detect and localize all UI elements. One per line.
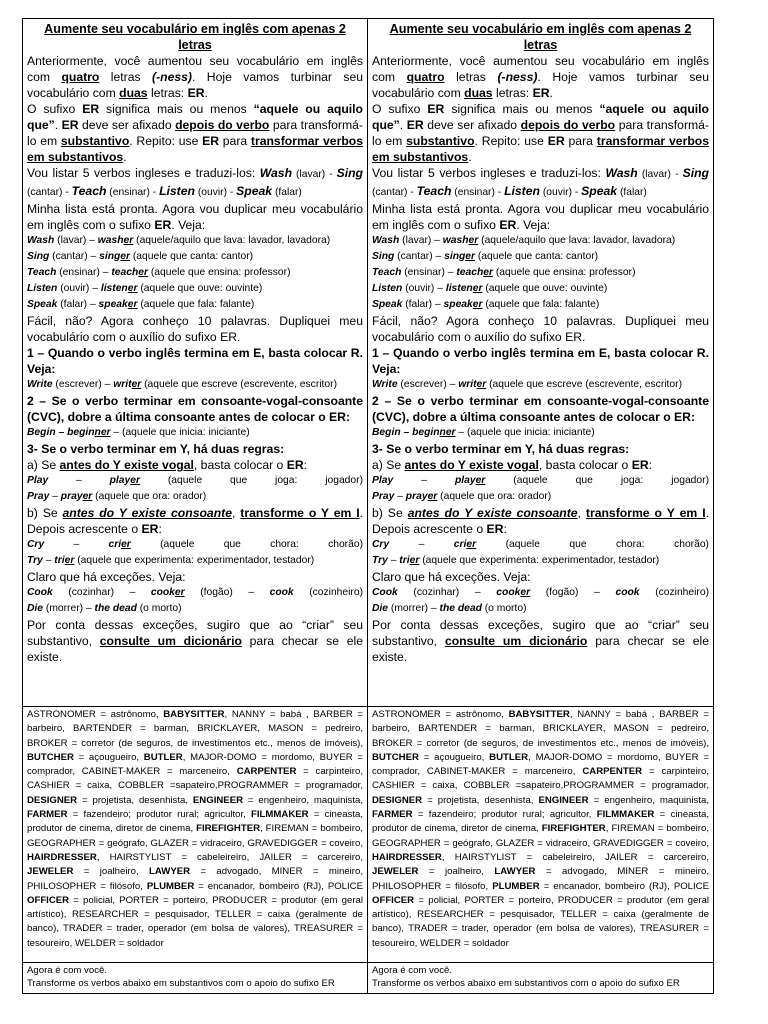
handout-column-left — [23, 19, 368, 993]
try-example: Try – trier (aquele que experimenta: experimentador, testador) — [27, 555, 315, 566]
handout-column-right — [368, 19, 713, 993]
example-row: Wash (lavar) – washer (aquele/aquilo que lava: lavador, lavadora) — [27, 235, 331, 246]
lesson-title: Aumente seu vocabulário em inglês com apenas 2 letras — [389, 22, 692, 52]
die-example: Die (morrer) – the dead (o morto) — [27, 603, 182, 614]
rule-3-heading: 3- Se o verbo terminar em Y, há duas regras: — [372, 442, 630, 456]
duplicate-paragraph: Minha lista está pronta. Agora vou duplicar meu vocabulário em inglês com o sufixo ER. Veja: — [27, 202, 363, 232]
example-row: Teach (ensinar) – teacher (aquele que ensina: professor) — [27, 267, 291, 278]
verb-list-paragraph: Vou listar 5 verbos ingleses e traduzi-los: Wash (lavar) - Sing (cantar) - Teach (ensinar) - Listen (ouvir) - Speak (falar) — [372, 166, 709, 198]
final-paragraph: Por conta dessas exceções, sugiro que ao “criar” seu substantivo, consulte um dicionário para checar se ele existe. — [27, 618, 363, 664]
rule-2-heading: 2 – Se o verbo terminar em consoante-vogal-consoante (CVC), dobre a última consoante antes de colocar o ER: — [372, 394, 709, 424]
exercise-footer — [23, 963, 367, 991]
try-example: Try – trier (aquele que experimenta: experimentador, testador) — [372, 555, 660, 566]
exercise-footer — [368, 963, 713, 991]
example-row: Sing (cantar) – singer (aquele que canta: cantor) — [372, 251, 599, 262]
footer-line-1: Agora é com você. — [27, 965, 107, 976]
rule-3b-text: b) Se antes do Y existe consoante, transforme o Y em I. Depois acrescente o ER: — [372, 506, 709, 536]
professions-list: ASTRONOMER = astrônomo, BABYSITTER, NANNY = babá , BARBER = barbeiro, BARTENDER = barman, BRICKLAYER, MASON = pedreiro, BROKER = corretor (de seguros, de investimentos etc., menos de imóveis), BUTCHER = açougueiro, BUTLER, MAJOR-DOMO = mordomo, BUYER = comprador, CABINET-MAKER = marceneiro, CARPENTER = carpinteiro, CASHIER = caixa, COBBLER =sapateiro,PROGRAMMER = programador, DESIGNER = projetista, desenhista, ENGINEER = engenheiro, maquinista, FARMER = fazendeiro; produtor rural; agricultor, FILMMAKER = cineasta, produtor de cinema, diretor de cinema, FIREFIGHTER, FIREMAN = bombeiro, GEOGRAPHER = geógrafo, GLAZER = vidraceiro, GRAVEDIGGER = coveiro, HAIRDRESSER, HAIRSTYLIST = cabeleireiro, JAILER = carcereiro, JEWELER = joalheiro, LAWYER = advogado, MINER = mineiro, PHILOSOPHER = filósofo, PLUMBER = encanador, bombeiro (RJ), POLICE OFFICER = policial, PORTER = porteiro, PRODUCER = produtor (em geral artístico), RESEARCHER = pesquisador, TELLER = caixa (geralmente de banco), TRADER = trader, operador (em bolsa de valores), TREASURER = tesoureiro, WELDER = soldador — [23, 707, 367, 963]
verb-list-paragraph: Vou listar 5 verbos ingleses e traduzi-los: Wash (lavar) - Sing (cantar) - Teach (ensinar) - Listen (ouvir) - Speak (falar) — [27, 166, 363, 198]
die-example: Die (morrer) – the dead (o morto) — [372, 603, 527, 614]
rule-3a-text: a) Se antes do Y existe vogal, basta colocar o ER: — [372, 458, 653, 472]
cry-example: Cry – crier (aquele que chora: chorão) — [372, 539, 709, 550]
exceptions-heading: Claro que há exceções. Veja: — [372, 570, 531, 584]
rule-2-heading: 2 – Se o verbo terminar em consoante-vogal-consoante (CVC), dobre a última consoante antes de colocar o ER: — [27, 394, 363, 424]
rule-1-example: Write (escrever) – writer (aquele que escreve (escrevente, escritor) — [372, 379, 682, 390]
rule-1-heading: 1 – Quando o verbo inglês termina em E, basta colocar R. Veja: — [27, 346, 363, 376]
footer-line-2: Transforme os verbos abaixo em substantivos com o apoio do sufixo ER — [27, 978, 335, 989]
cook-example: Cook (cozinhar) – cooker (fogão) – cook (cozinheiro) — [27, 587, 364, 598]
rule-1-example: Write (escrever) – writer (aquele que escreve (escrevente, escritor) — [27, 379, 337, 390]
rule-3b-text: b) Se antes do Y existe consoante, transforme o Y em I. Depois acrescente o ER: — [27, 506, 363, 536]
play-example: Play – player (aquele que joga: jogador) — [372, 475, 709, 486]
example-row: Speak (falar) – speaker (aquele que fala: falante) — [27, 299, 255, 310]
footer-line-2: Transforme os verbos abaixo em substantivos com o apoio do sufixo ER — [372, 978, 680, 989]
rule-3a-text: a) Se antes do Y existe vogal, basta colocar o ER: — [27, 458, 308, 472]
example-row: Sing (cantar) – singer (aquele que canta: cantor) — [27, 251, 254, 262]
pray-example: Pray – prayer (aquele que ora: orador) — [27, 491, 207, 502]
lesson-section — [23, 19, 367, 707]
example-row: Listen (ouvir) – listener (aquele que ouve: ouvinte) — [372, 283, 608, 294]
cook-example: Cook (cozinhar) – cooker (fogão) – cook (cozinheiro) — [372, 587, 710, 598]
lesson-section — [368, 19, 713, 707]
easy-paragraph: Fácil, não? Agora conheço 10 palavras. Dupliquei meu vocabulário com o auxílio do sufixo ER. — [27, 314, 363, 344]
example-row: Listen (ouvir) – listener (aquele que ouve: ouvinte) — [27, 283, 263, 294]
rule-3-heading: 3- Se o verbo terminar em Y, há duas regras: — [27, 442, 285, 456]
exceptions-heading: Claro que há exceções. Veja: — [27, 570, 186, 584]
intro-paragraph: Anteriormente, você aumentou seu vocabulário em inglês com quatro letras (-ness). Hoje vamos turbinar seu vocabulário com duas letras: ER. — [27, 54, 363, 100]
professions-list: ASTRONOMER = astrônomo, BABYSITTER, NANNY = babá , BARBER = barbeiro, BARTENDER = barman, BRICKLAYER, MASON = pedreiro, BROKER = corretor (de seguros, de investimentos etc., menos de imóveis), BUTCHER = açougueiro, BUTLER, MAJOR-DOMO = mordomo, BUYER = comprador, CABINET-MAKER = marceneiro, CARPENTER = carpinteiro, CASHIER = caixa, COBBLER =sapateiro,PROGRAMMER = programador, DESIGNER = projetista, desenhista, ENGINEER = engenheiro, maquinista, FARMER = fazendeiro; produtor rural; agricultor, FILMMAKER = cineasta, produtor de cinema, diretor de cinema, FIREFIGHTER, FIREMAN = bombeiro, GEOGRAPHER = geógrafo, GLAZER = vidraceiro, GRAVEDIGGER = coveiro, HAIRDRESSER, HAIRSTYLIST = cabeleireiro, JAILER = carcereiro, JEWELER = joalheiro, LAWYER = advogado, MINER = mineiro, PHILOSOPHER = filósofo, PLUMBER = encanador, bombeiro (RJ), POLICE OFFICER = policial, PORTER = porteiro, PRODUCER = produtor (em geral artístico), RESEARCHER = pesquisador, TELLER = caixa (geralmente de banco), TRADER = trader, operador (em bolsa de valores), TREASURER = tesoureiro, WELDER = soldador — [368, 707, 713, 963]
intro-paragraph: Anteriormente, você aumentou seu vocabulário em inglês com quatro letras (-ness). Hoje vamos turbinar seu vocabulário com duas letras: ER. — [372, 54, 709, 100]
pray-example: Pray – prayer (aquele que ora: orador) — [372, 491, 552, 502]
suffix-paragraph: O sufixo ER significa mais ou menos “aquele ou aquilo que”. ER deve ser afixado depois do verbo para transformá-lo em substantivo. Repito: use ER para transformar verbos em substantivos. — [372, 102, 709, 164]
lesson-title: Aumente seu vocabulário em inglês com apenas 2 letras — [44, 22, 346, 52]
example-row: Teach (ensinar) – teacher (aquele que ensina: professor) — [372, 267, 636, 278]
suffix-paragraph: O sufixo ER significa mais ou menos “aquele ou aquilo que”. ER deve ser afixado depois do verbo para transformá-lo em substantivo. Repito: use ER para transformar verbos em substantivos. — [27, 102, 364, 164]
cry-example: Cry – crier (aquele que chora: chorão) — [27, 539, 363, 550]
footer-line-1: Agora é com você. — [372, 965, 452, 976]
example-row: Wash (lavar) – washer (aquele/aquilo que lava: lavador, lavadora) — [372, 235, 676, 246]
final-paragraph: Por conta dessas exceções, sugiro que ao “criar” seu substantivo, consulte um dicionário para checar se ele existe. — [372, 618, 709, 664]
example-row: Speak (falar) – speaker (aquele que fala: falante) — [372, 299, 600, 310]
handout-page — [22, 18, 714, 994]
play-example: Play – player (aquele que joga: jogador) — [27, 475, 363, 486]
rule-2-example: Begin – beginner – (aquele que inicia: iniciante) — [27, 427, 250, 438]
rule-2-example: Begin – beginner – (aquele que inicia: iniciante) — [372, 427, 595, 438]
duplicate-paragraph: Minha lista está pronta. Agora vou duplicar meu vocabulário em inglês com o sufixo ER. Veja: — [372, 202, 709, 232]
easy-paragraph: Fácil, não? Agora conheço 10 palavras. Dupliquei meu vocabulário com o auxílio do sufixo ER. — [372, 314, 709, 344]
rule-1-heading: 1 – Quando o verbo inglês termina em E, basta colocar R. Veja: — [372, 346, 709, 376]
